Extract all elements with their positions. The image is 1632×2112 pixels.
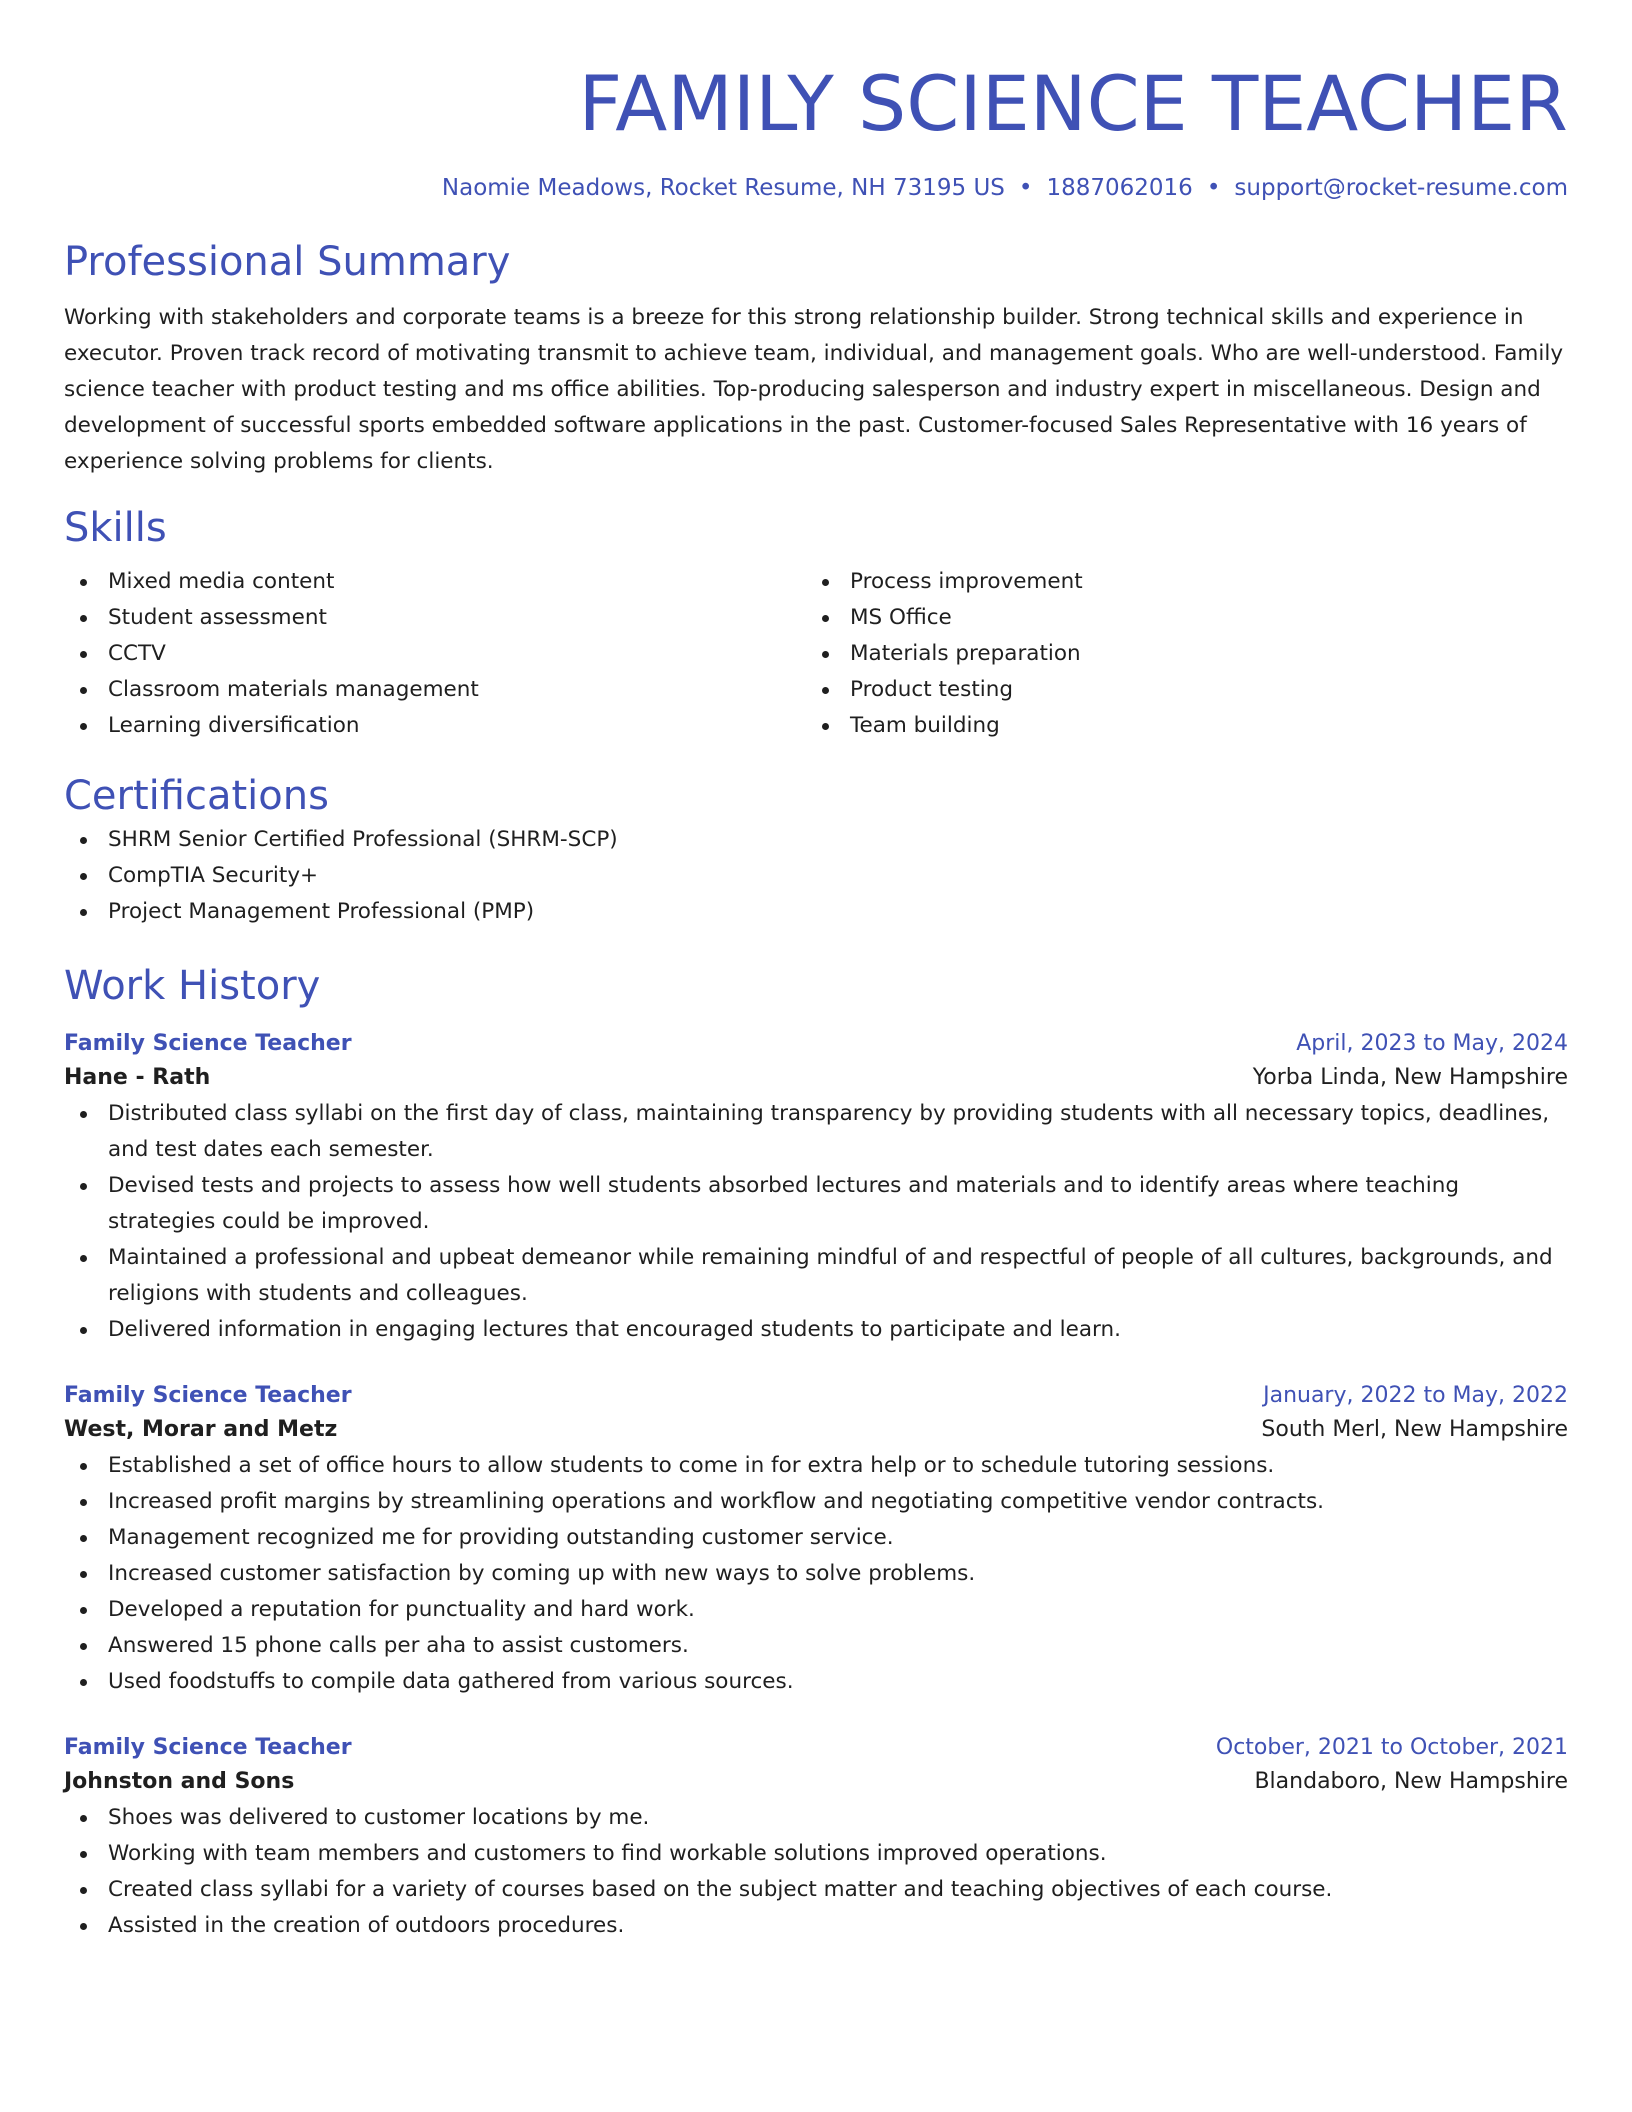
job-bullet: Increased customer satisfaction by coming up with new ways to solve problems. <box>64 1556 1568 1592</box>
job-bullet: Working with team members and customers to find workable solutions improved operations. <box>64 1836 1568 1872</box>
skill-item: Student assessment <box>64 600 806 636</box>
job-location: Yorba Linda, New Hampshire <box>1252 1065 1568 1090</box>
job-bullets <box>64 1448 1568 1700</box>
job-bullet: Maintained a professional and upbeat demeanor while remaining mindful of and respectful of people of all cultures, backgrounds, and religions with students and colleagues. <box>64 1240 1568 1312</box>
work-history-heading: Work History <box>64 963 321 1009</box>
summary-text: Working with stakeholders and corporate teams is a breeze for this strong relationship builder. Strong technical skills and experience in executor. Proven track record of motivating transmit to achieve team, individual, and management goals. Who are well-understood. Family science teacher with product testing and ms office abilities. Top-producing salesperson and industry expert in miscellaneous. Design and development of successful sports embedded software applications in the past. Customer-focused Sales Representative with 16 years of experience solving problems for clients. <box>64 305 1564 474</box>
contact-separator: • <box>1018 175 1033 201</box>
job-company: Johnston and Sons <box>64 1769 295 1794</box>
job-header-row <box>64 1380 1568 1412</box>
contact-separator: • <box>1206 175 1221 201</box>
skill-item: CCTV <box>64 636 806 672</box>
skills-list-left <box>64 564 806 744</box>
certification-item: CompTIA Security+ <box>64 858 1568 894</box>
job-bullet: Created class syllabi for a variety of courses based on the subject matter and teaching objectives of each course. <box>64 1872 1568 1908</box>
job-company: West, Morar and Metz <box>64 1417 338 1442</box>
job-bullet: Devised tests and projects to assess how well students absorbed lectures and materials and to identify areas where teaching strategies could be improved. <box>64 1168 1568 1240</box>
contact-line <box>64 172 1568 204</box>
resume-title: FAMILY SCIENCE TEACHER <box>578 59 1568 148</box>
certifications-list <box>64 822 1568 930</box>
skill-item: Classroom materials management <box>64 672 806 708</box>
job-bullet: Management recognized me for providing outstanding customer service. <box>64 1520 1568 1556</box>
certifications-heading: Certifications <box>64 773 329 819</box>
skill-item: Team building <box>806 708 1548 744</box>
job-bullet: Established a set of office hours to allow students to come in for extra help or to schedule tutoring sessions. <box>64 1448 1568 1484</box>
job-company-row <box>64 1764 1568 1800</box>
job-dates: October, 2021 to October, 2021 <box>1215 1735 1568 1760</box>
job-header-row <box>64 1028 1568 1060</box>
job-bullet: Shoes was delivered to customer locations by me. <box>64 1800 1568 1836</box>
job-bullets <box>64 1800 1568 1944</box>
skill-item: Mixed media content <box>64 564 806 600</box>
skill-item: Product testing <box>806 672 1548 708</box>
skill-item: Process improvement <box>806 564 1548 600</box>
job-entry <box>64 1028 1568 1348</box>
job-bullet: Answered 15 phone calls per aha to assist customers. <box>64 1628 1568 1664</box>
contact-email[interactable]: support@rocket-resume.com <box>1234 175 1568 201</box>
job-company-row <box>64 1060 1568 1096</box>
job-bullets <box>64 1096 1568 1348</box>
skill-item: Materials preparation <box>806 636 1548 672</box>
skill-item: Learning diversification <box>64 708 806 744</box>
job-bullet: Delivered information in engaging lectures that encouraged students to participate and learn. <box>64 1312 1568 1348</box>
job-company: Hane - Rath <box>64 1065 211 1090</box>
job-bullet: Used foodstuffs to compile data gathered from various sources. <box>64 1664 1568 1700</box>
job-bullet: Increased profit margins by streamlining operations and workflow and negotiating competitive vendor contracts. <box>64 1484 1568 1520</box>
certification-item: Project Management Professional (PMP) <box>64 894 1568 930</box>
job-title: Family Science Teacher <box>64 1735 352 1760</box>
resume-page <box>64 0 1568 1944</box>
job-bullet: Assisted in the creation of outdoors procedures. <box>64 1908 1568 1944</box>
skills-column-right <box>806 564 1548 744</box>
job-location: Blandaboro, New Hampshire <box>1254 1769 1568 1794</box>
job-dates: January, 2022 to May, 2022 <box>1263 1383 1568 1408</box>
skill-item: MS Office <box>806 600 1548 636</box>
job-entry <box>64 1732 1568 1944</box>
skills-column-left <box>64 564 806 744</box>
skills-list-right <box>806 564 1548 744</box>
job-dates: April, 2023 to May, 2024 <box>1296 1031 1568 1056</box>
job-company-row <box>64 1412 1568 1448</box>
job-title: Family Science Teacher <box>64 1031 352 1056</box>
job-title: Family Science Teacher <box>64 1383 352 1408</box>
job-bullet: Distributed class syllabi on the first day of class, maintaining transparency by providing students with all necessary topics, deadlines, and test dates each semester. <box>64 1096 1568 1168</box>
contact-phone[interactable]: 1887062016 <box>1046 175 1193 201</box>
skills-heading: Skills <box>64 505 167 551</box>
job-location: South Merl, New Hampshire <box>1261 1417 1568 1442</box>
job-bullet: Developed a reputation for punctuality and hard work. <box>64 1592 1568 1628</box>
job-header-row <box>64 1732 1568 1764</box>
job-entry <box>64 1380 1568 1700</box>
contact-address: Naomie Meadows, Rocket Resume, NH 73195 US <box>441 175 1005 201</box>
certification-item: SHRM Senior Certified Professional (SHRM-SCP) <box>64 822 1568 858</box>
summary-heading: Professional Summary <box>64 239 511 285</box>
skills-grid <box>64 564 1568 744</box>
